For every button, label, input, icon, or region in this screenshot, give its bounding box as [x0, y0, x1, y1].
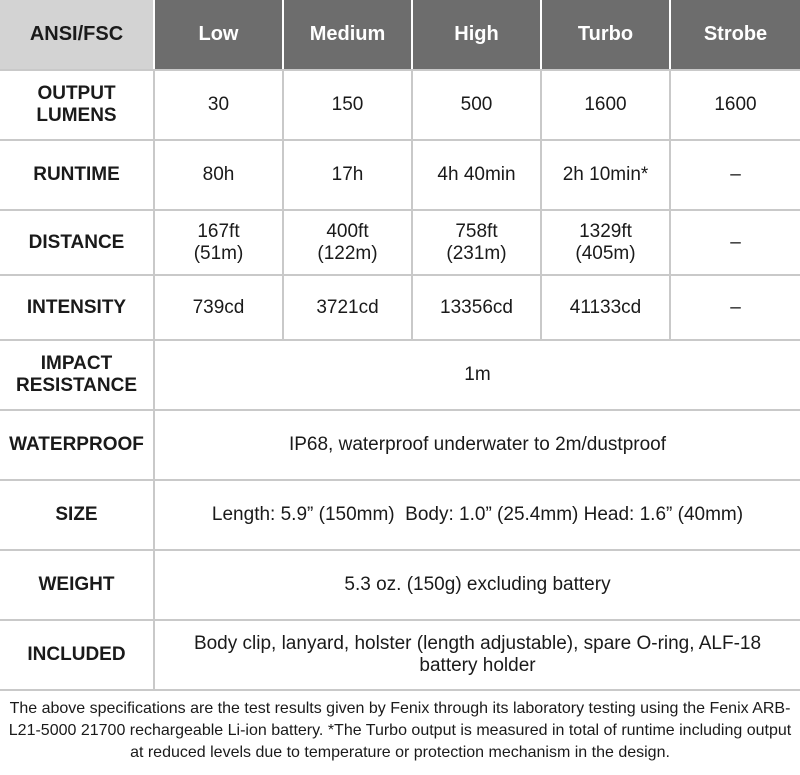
- row-distance: [0, 210, 800, 275]
- row-waterproof: [0, 410, 800, 480]
- header-mode-strobe: Strobe: [670, 0, 800, 70]
- row-intensity: [0, 275, 800, 340]
- row-impact: [0, 340, 800, 410]
- row-runtime: [0, 140, 800, 210]
- cell-intensity-turbo: 41133cd: [541, 275, 670, 340]
- row-label-distance: DISTANCE: [0, 210, 154, 275]
- cell-intensity-low: 739cd: [154, 275, 283, 340]
- header-mode-turbo: Turbo: [541, 0, 670, 70]
- header-mode-low: Low: [154, 0, 283, 70]
- footnote: The above specifications are the test results given by Fenix through its laboratory testing using the Fenix ARB-L21-5000 21700 rechargeable Li-ion battery. *The Turbo output is measured in total of runtime including output at reduced levels due to temperature or protection mechanism in the design.: [8, 700, 792, 761]
- row-label-impact: [0, 340, 154, 410]
- cell-runtime-strobe: –: [670, 140, 800, 210]
- distance-m: (51m): [193, 242, 244, 264]
- cell-waterproof-value: IP68, waterproof underwater to 2m/dustproof: [154, 410, 800, 480]
- header-mode-high: High: [412, 0, 541, 70]
- row-label-included: INCLUDED: [0, 620, 154, 690]
- cell-runtime-turbo: 2h 10min*: [541, 140, 670, 210]
- distance-m: (122m): [317, 242, 378, 264]
- cell-output-strobe: 1600: [670, 70, 800, 140]
- cell-size-value: Length: 5.9” (150mm) Body: 1.0” (25.4mm) Head: 1.6” (40mm): [154, 480, 800, 550]
- row-size: [0, 480, 800, 550]
- cell-distance-turbo: [541, 210, 670, 275]
- cell-distance-medium: [283, 210, 412, 275]
- label-line: LUMENS: [36, 105, 117, 126]
- label-line: RESISTANCE: [15, 375, 138, 396]
- label-line: IMPACT: [40, 353, 113, 374]
- cell-output-turbo: 1600: [541, 70, 670, 140]
- cell-impact-value: 1m: [154, 340, 800, 410]
- cell-output-medium: 150: [283, 70, 412, 140]
- cell-runtime-medium: 17h: [283, 140, 412, 210]
- cell-intensity-high: 13356cd: [412, 275, 541, 340]
- distance-ft: 400ft: [326, 220, 369, 242]
- included-line: battery holder: [419, 655, 536, 676]
- label-line: OUTPUT: [37, 83, 116, 104]
- row-label-output: [0, 70, 154, 140]
- cell-distance-high: [412, 210, 541, 275]
- cell-output-high: 500: [412, 70, 541, 140]
- row-label-size: SIZE: [0, 480, 154, 550]
- cell-output-low: 30: [154, 70, 283, 140]
- distance-ft: 167ft: [197, 220, 240, 242]
- row-label-waterproof: WATERPROOF: [0, 410, 154, 480]
- distance-ft: 1329ft: [579, 220, 632, 242]
- distance-m: (405m): [575, 242, 636, 264]
- header-row: [0, 0, 800, 70]
- cell-included-value: [154, 620, 800, 690]
- row-weight: [0, 550, 800, 620]
- row-output: [0, 70, 800, 140]
- header-corner: ANSI/FSC: [0, 0, 154, 70]
- row-label-runtime: RUNTIME: [0, 140, 154, 210]
- cell-intensity-strobe: –: [670, 275, 800, 340]
- distance-m: (231m): [446, 242, 507, 264]
- cell-runtime-low: 80h: [154, 140, 283, 210]
- cell-distance-strobe: –: [670, 210, 800, 275]
- cell-distance-low: [154, 210, 283, 275]
- row-label-intensity: INTENSITY: [0, 275, 154, 340]
- row-label-weight: WEIGHT: [0, 550, 154, 620]
- distance-ft: 758ft: [455, 220, 498, 242]
- header-mode-medium: Medium: [283, 0, 412, 70]
- cell-runtime-high: 4h 40min: [412, 140, 541, 210]
- row-included: [0, 620, 800, 690]
- included-line: Body clip, lanyard, holster (length adjustable), spare O-ring, ALF-18: [193, 633, 762, 654]
- cell-intensity-medium: 3721cd: [283, 275, 412, 340]
- cell-weight-value: 5.3 oz. (150g) excluding battery: [154, 550, 800, 620]
